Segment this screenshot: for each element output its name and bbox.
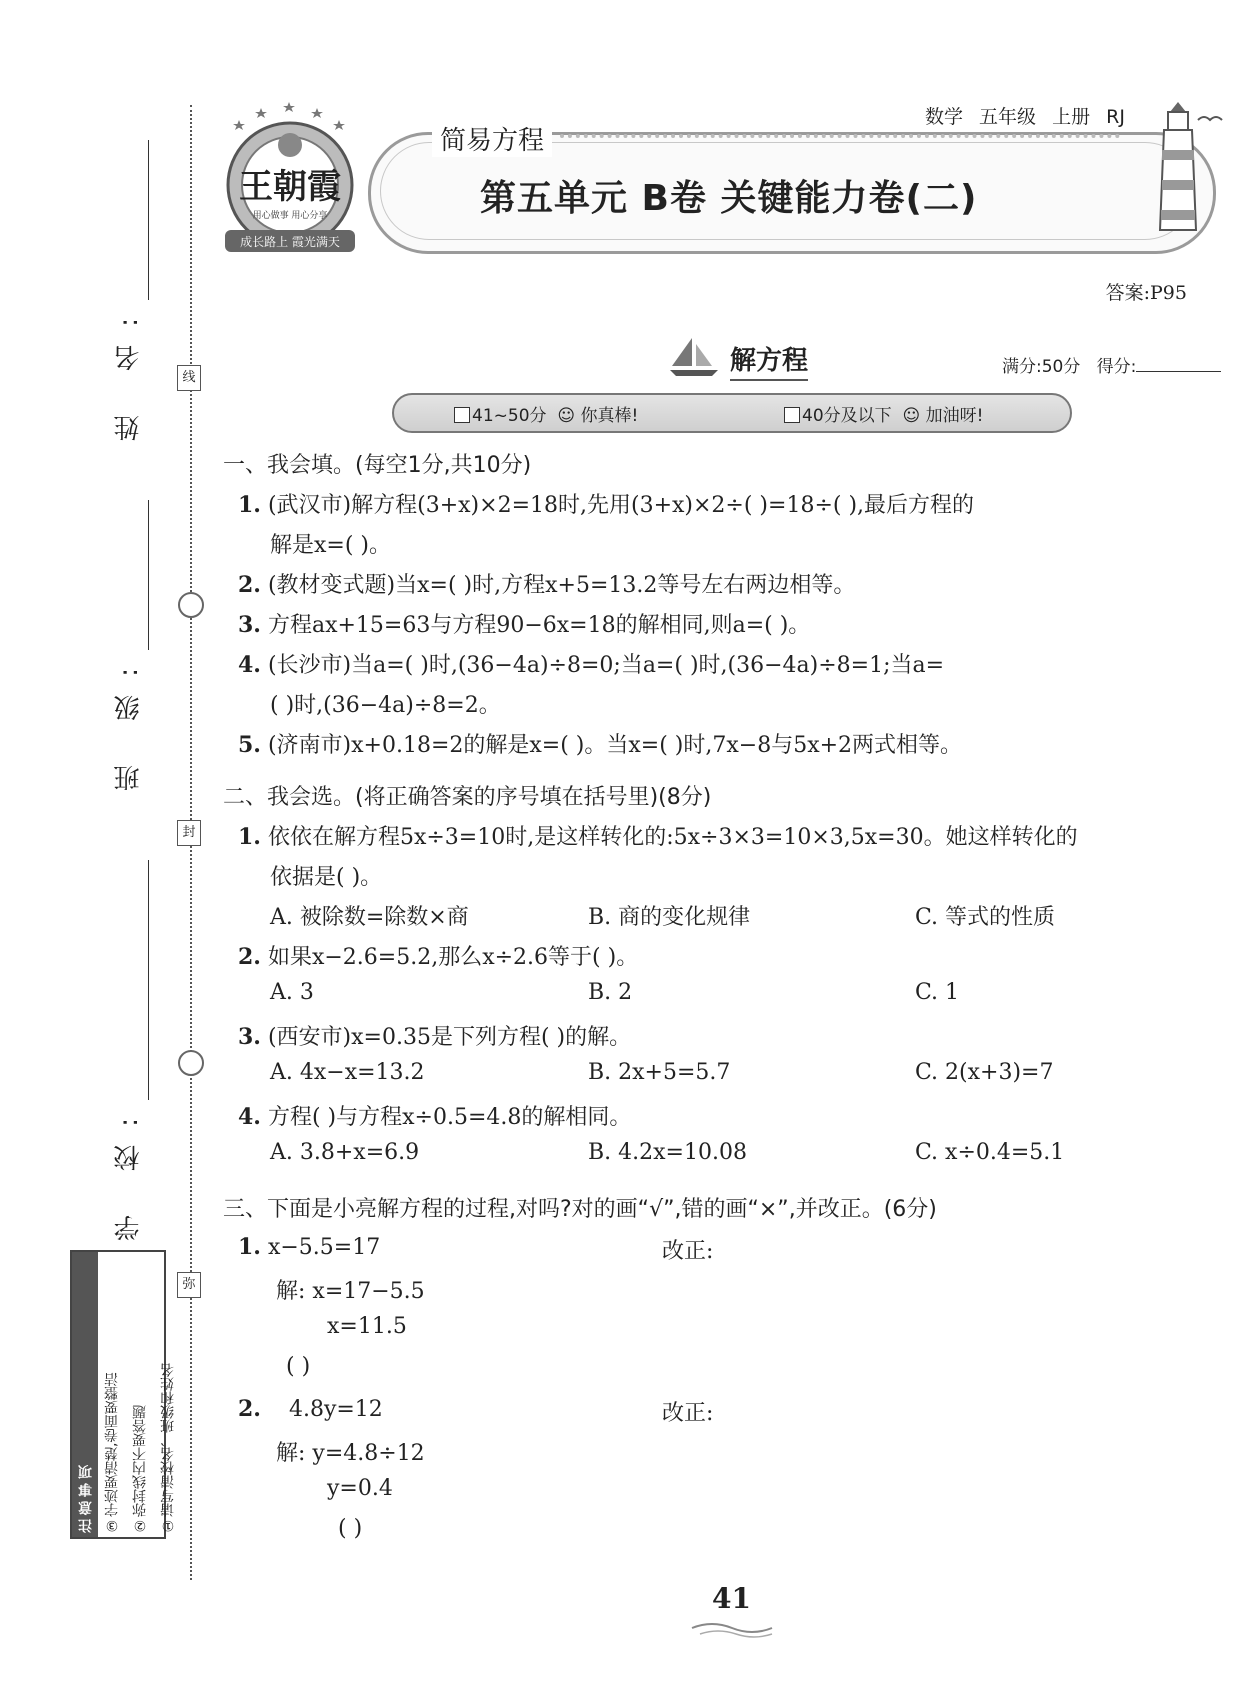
question-1-5: 5. (济南市)x+0.18=2的解是x=( )。当x=( )时,7x−8与5x+2两式相等。 <box>238 732 963 758</box>
seal-mi: 弥 <box>177 1272 201 1298</box>
rating-low-checkbox[interactable] <box>784 407 800 423</box>
name-field[interactable] <box>148 140 149 300</box>
binding-knot-icon <box>178 592 204 618</box>
option-a: A. 4x−x=13.2 <box>270 1060 425 1085</box>
page-title: 第五单元 B卷 关键能力卷(二) <box>480 178 978 219</box>
option-b: B. 商的变化规律 <box>588 905 751 930</box>
problem-3-1: 1. x−5.5=17 <box>238 1234 381 1260</box>
school-field[interactable] <box>148 860 149 1100</box>
binding-knot-icon <box>178 1050 204 1076</box>
question-2-3: 3. (西安市)x=0.35是下列方程( )的解。 <box>238 1024 632 1050</box>
option-c: C. x÷0.4=5.1 <box>915 1140 1065 1165</box>
rating-low-comment: 加油呀! <box>925 406 984 426</box>
notice-title: 注意事项 <box>72 1252 98 1537</box>
question-1-1: 1. (武汉市)解方程(3+x)×2=18时,先用(3+x)×2÷( )=18÷( ),最后方程的 <box>238 492 975 518</box>
score-field[interactable] <box>1136 371 1221 372</box>
wave-decoration-icon <box>690 1620 780 1640</box>
self-rating-bar <box>392 393 1072 433</box>
solution-step: 解: y=4.8÷12 <box>276 1441 425 1466</box>
option-b: B. 4.2x=10.08 <box>588 1140 747 1165</box>
question-1-4-cont: ( )时,(36−4a)÷8=2。 <box>270 693 501 718</box>
class-label: 班 级: <box>114 650 144 792</box>
option-a: A. 3 <box>270 980 314 1005</box>
logo-ribbon: 成长路上 霞光满天 <box>240 235 340 249</box>
option-b: B. 2x+5=5.7 <box>588 1060 731 1085</box>
question-1-3: 3. 方程ax+15=63与方程90−6x=18的解相同,则a=( )。 <box>238 612 811 638</box>
smiley-icon: ☺ <box>557 406 576 426</box>
score-area <box>1002 352 1221 377</box>
question-1-1-cont: 解是x=( )。 <box>270 533 392 558</box>
page-number: 41 <box>712 1582 751 1615</box>
notice-item: ③字迹要清楚,卷面要整洁 <box>104 1372 120 1533</box>
answer-reference: 答案:P95 <box>1105 282 1187 304</box>
solution-step: 解: x=17−5.5 <box>276 1279 425 1304</box>
question-1-4: 4. (长沙市)当a=( )时,(36−4a)÷8=0;当a=( )时,(36−4a)÷8=1;当a= <box>238 652 945 678</box>
option-a: A. 被除数=除数×商 <box>270 905 469 930</box>
rating-high-comment: 你真棒! <box>580 406 639 426</box>
question-2-1-cont: 依据是( )。 <box>270 865 383 890</box>
rating-low: 40分及以下 ☺ 加油呀! <box>784 401 983 426</box>
seal-feng: 封 <box>177 820 201 846</box>
solution-step: y=0.4 <box>327 1476 393 1501</box>
fix-label: 改正: <box>662 1239 714 1264</box>
sailboat-icon <box>668 336 720 378</box>
option-a: A. 3.8+x=6.9 <box>270 1140 420 1165</box>
problem-3-2: 2. 4.8y=12 <box>238 1396 383 1422</box>
question-2-1: 1. 依依在解方程5x÷3=10时,是这样转化的:5x÷3×3=10×3,5x=30。她这样转化的 <box>238 824 1078 850</box>
class-field[interactable] <box>148 500 149 650</box>
subject-label: 简易方程 <box>432 120 552 157</box>
lighthouse-icon <box>1128 100 1228 240</box>
question-1-2: 2. (教材变式题)当x=( )时,方程x+5=13.2等号左右两边相等。 <box>238 572 856 598</box>
grade-meta: 数学 五年级 上册 RJ <box>925 106 1125 128</box>
score-label: 得分: <box>1096 357 1137 377</box>
rating-high-checkbox[interactable] <box>454 407 470 423</box>
part2-heading: 二、我会选。(将正确答案的序号填在括号里)(8分) <box>223 785 712 810</box>
option-c: C. 1 <box>915 980 960 1005</box>
option-c: C. 2(x+3)=7 <box>915 1060 1054 1085</box>
notice-item: ①请写清校名、班级和姓名 <box>160 1363 176 1533</box>
section-title: 解方程 <box>730 340 808 381</box>
full-mark: 满分:50分 <box>1002 357 1081 377</box>
logo-sub: 用心做事 用心分享 <box>252 211 328 221</box>
brand-logo <box>215 100 365 260</box>
rating-high: 41~50分 ☺ 你真棒! <box>454 401 638 426</box>
option-b: B. 2 <box>588 980 633 1005</box>
solution-step: x=11.5 <box>327 1314 407 1339</box>
judge-blank[interactable]: ( ) <box>338 1516 363 1541</box>
question-2-2: 2. 如果x−2.6=5.2,那么x÷2.6等于( )。 <box>238 944 639 970</box>
notice-item: ②弥封线内不要答题 <box>132 1405 148 1533</box>
school-label: 学 校: <box>114 1100 144 1242</box>
part3-heading: 三、下面是小亮解方程的过程,对吗?对的画“√”,错的画“×”,并改正。(6分) <box>223 1197 937 1222</box>
logo-text: 王朝霞 <box>239 167 341 207</box>
seal-xian: 线 <box>177 365 201 391</box>
option-c: C. 等式的性质 <box>915 905 1056 930</box>
notice-box <box>70 1250 176 1539</box>
dotted-rule <box>560 134 1120 138</box>
name-label: 姓 名: <box>114 300 144 442</box>
smiley-icon: ☺ <box>902 406 921 426</box>
part1-heading: 一、我会填。(每空1分,共10分) <box>223 453 532 478</box>
fix-label: 改正: <box>662 1401 714 1426</box>
judge-blank[interactable]: ( ) <box>286 1354 311 1379</box>
question-2-4: 4. 方程( )与方程x÷0.5=4.8的解相同。 <box>238 1104 632 1130</box>
